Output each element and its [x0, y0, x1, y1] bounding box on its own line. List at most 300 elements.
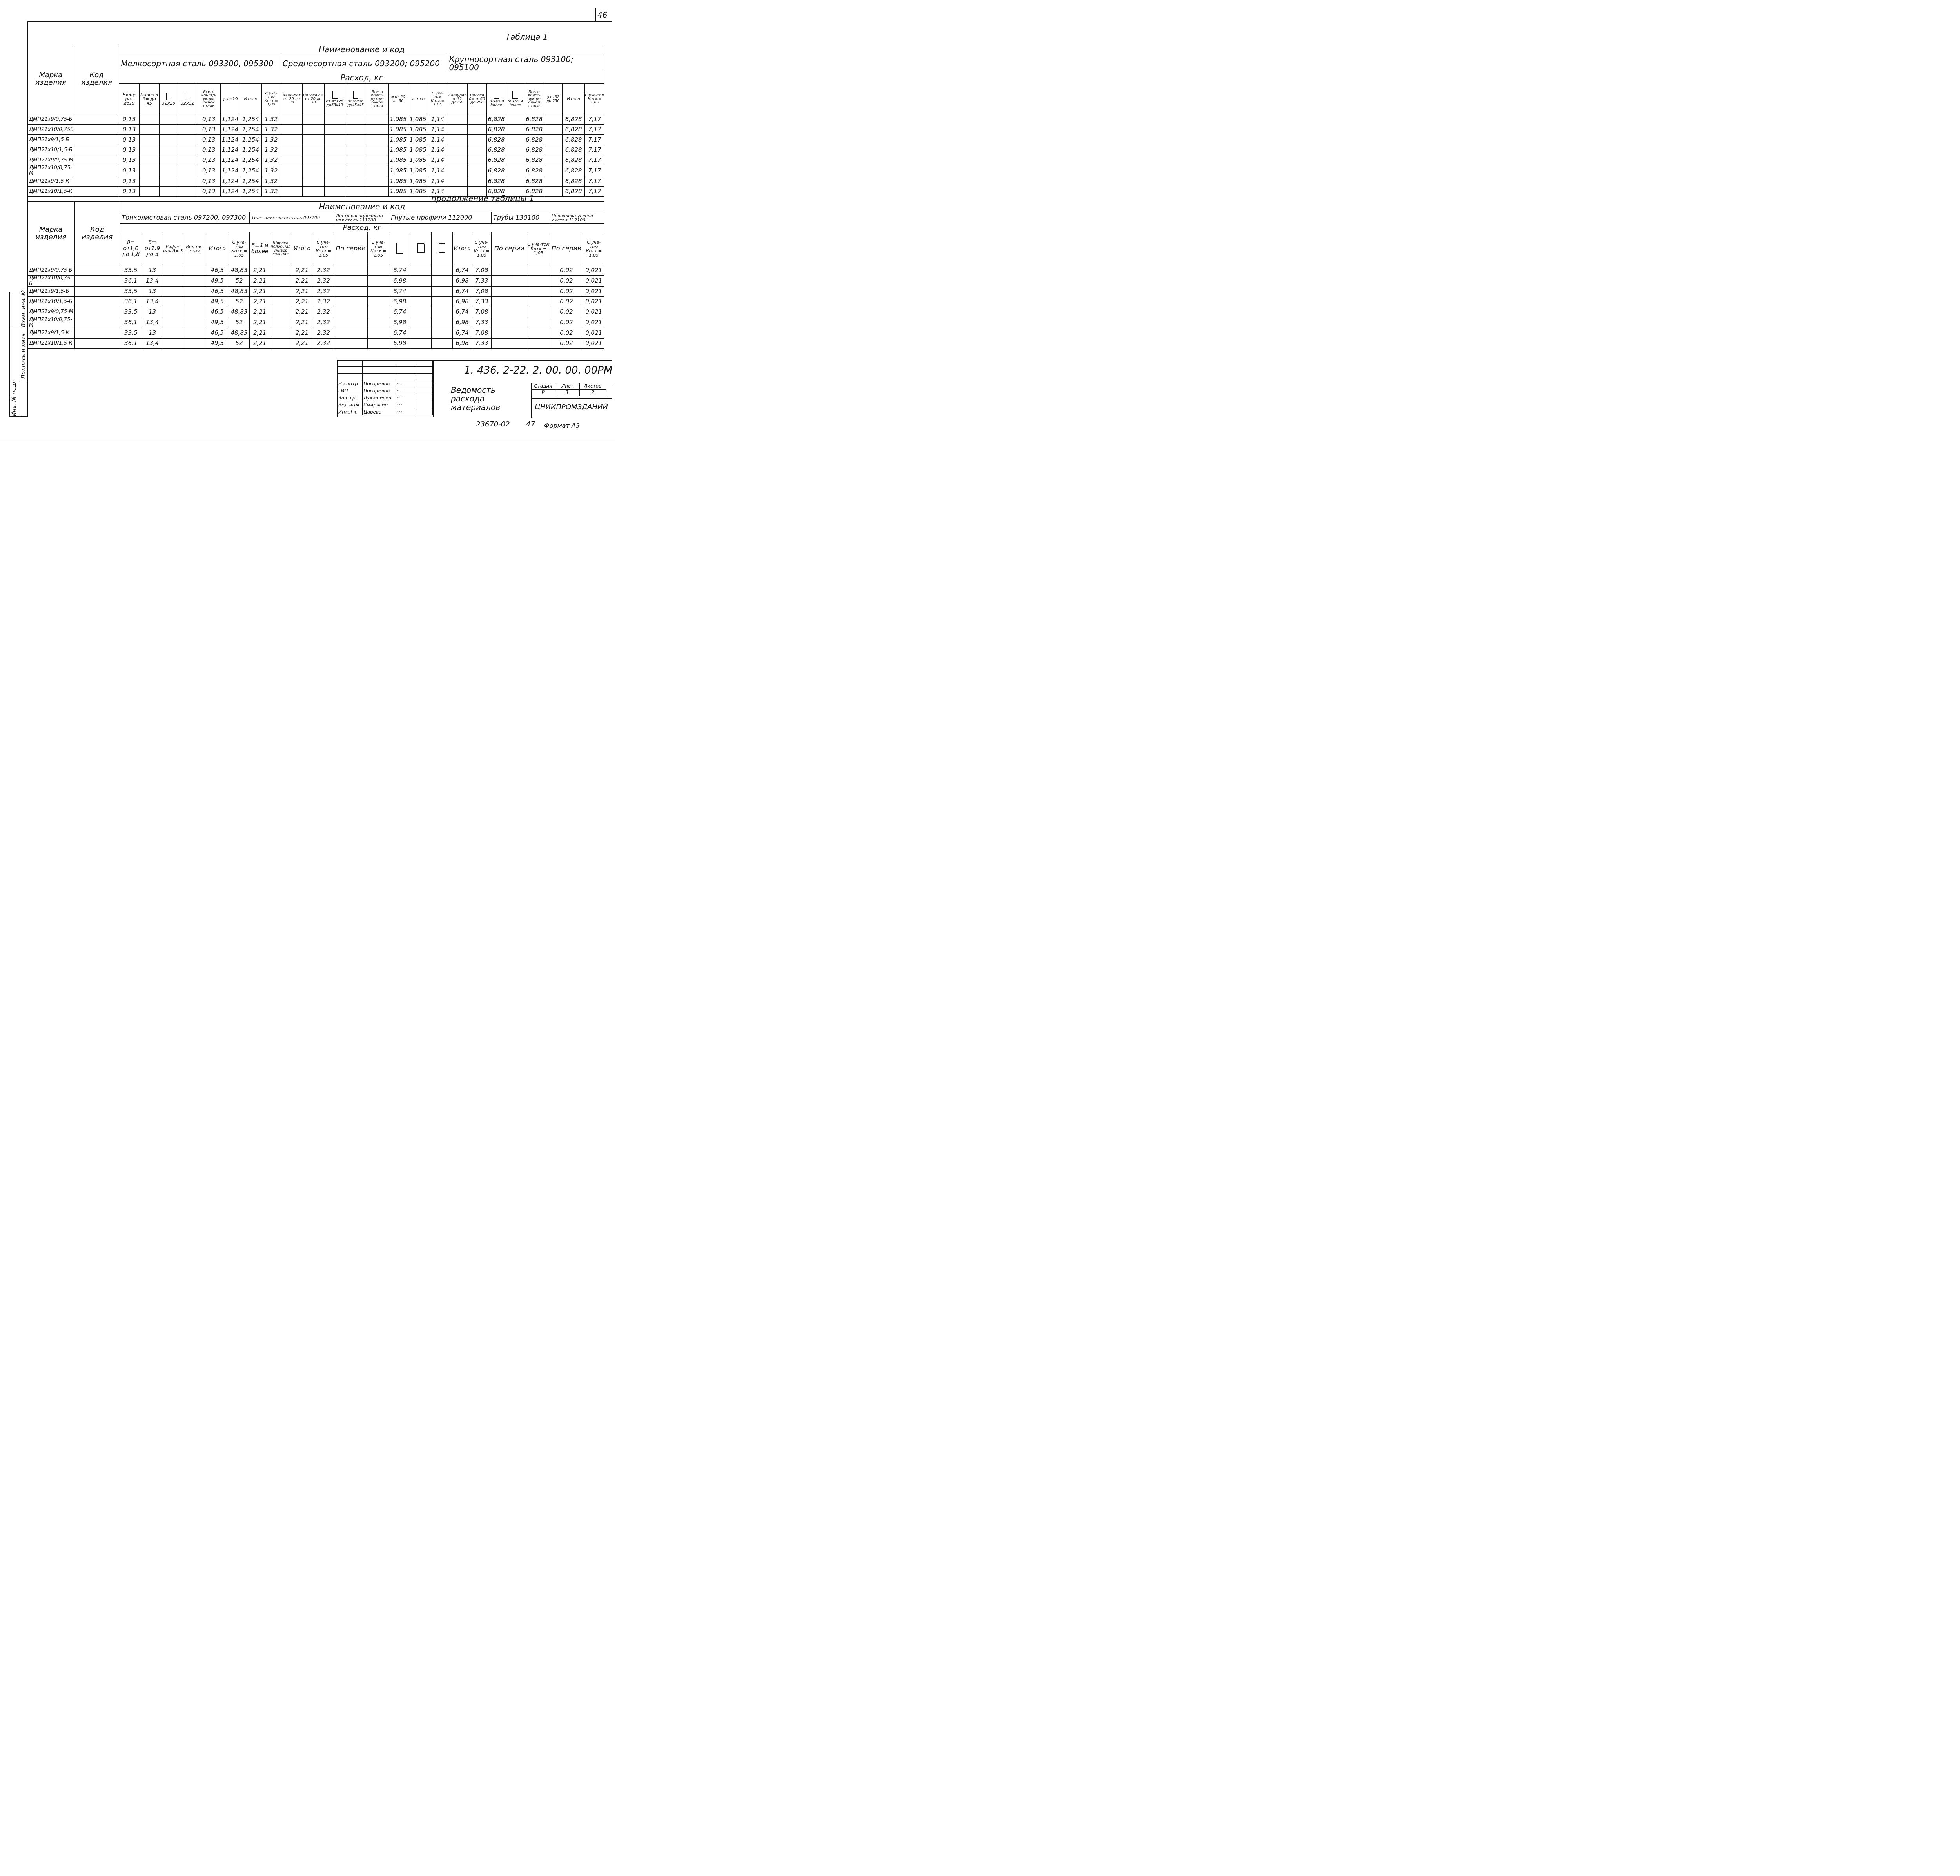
table-cell [431, 276, 452, 287]
row-code [74, 338, 120, 348]
table-cell: 1,14 [428, 155, 447, 165]
row-mark: ДМП21x10/1,5-К [27, 187, 74, 197]
t2-h: С уче-том Котх.= 1,05 [229, 232, 250, 265]
table-cell [139, 176, 159, 187]
table2-subgroup-6: Проволока углеро-дистая 112100 [550, 212, 604, 224]
t2-h: Итого [452, 232, 472, 265]
table-cell [334, 328, 367, 338]
role: Вед.инж. [338, 401, 363, 408]
sheet-number: 46 [597, 10, 608, 20]
table1-subgroup-1: Мелкосортная сталь 093300, 095300 [119, 55, 281, 72]
table-cell [506, 125, 524, 135]
table-cell: 1,14 [428, 135, 447, 145]
table-cell [183, 297, 206, 307]
table-cell: 1,124 [220, 176, 240, 187]
table-cell [178, 135, 197, 145]
row-code [74, 317, 120, 328]
table-cell [270, 297, 291, 307]
table-cell: 13,4 [142, 276, 163, 287]
table2-subgroup-4: Гнутые профили 112000 [389, 212, 492, 224]
table-cell: 0,13 [197, 114, 221, 125]
table-cell [324, 114, 345, 125]
table-cell: 1,254 [240, 145, 261, 155]
side-label-inv: Инв. № подл [11, 380, 17, 416]
table-cell: 1,085 [408, 187, 428, 197]
table-cell: 2,21 [291, 338, 313, 348]
table-cell [160, 114, 178, 125]
table-cell: 46,5 [206, 328, 229, 338]
table-cell: 52 [229, 276, 250, 287]
stage-label: Стадия [531, 383, 555, 390]
table-cell: 0,021 [583, 307, 604, 317]
table-cell [410, 307, 432, 317]
row-code [74, 135, 119, 145]
table-cell: 1,254 [240, 125, 261, 135]
table-cell: 1,32 [261, 187, 281, 197]
table-cell [139, 125, 159, 135]
table-cell [431, 307, 452, 317]
table-cell [431, 297, 452, 307]
t2-h: С уче-том Котх.= 1,05 [367, 232, 389, 265]
table-cell: 13 [142, 307, 163, 317]
table-cell [527, 287, 550, 297]
table-cell: 1,14 [428, 125, 447, 135]
table-cell [303, 176, 324, 187]
table-cell [366, 125, 388, 135]
table-cell: 48,83 [229, 328, 250, 338]
table-row [27, 317, 604, 328]
name: Погорелов [363, 380, 396, 387]
table-cell [367, 287, 389, 297]
table-cell [544, 135, 562, 145]
sheet-number-box [595, 8, 612, 22]
t2-h-profile-l [389, 232, 410, 265]
table-cell [345, 145, 366, 155]
t1-h: Итого [562, 84, 584, 114]
table-cell: 6,98 [389, 317, 410, 328]
table-cell: 1,32 [261, 155, 281, 165]
table-cell: 1,085 [408, 114, 428, 125]
table-cell: 52 [229, 338, 250, 348]
table-cell [183, 287, 206, 297]
table-cell: 1,085 [388, 176, 408, 187]
table-cell: 1,085 [408, 155, 428, 165]
angle-icon [332, 91, 338, 99]
table-cell: 2,21 [250, 297, 270, 307]
t1-h: φ от32 до 250 [544, 84, 562, 114]
table1-subgroup-2: Среднесортная сталь 093200; 095200 [281, 55, 447, 72]
table-cell [324, 135, 345, 145]
table-cell: 1,32 [261, 125, 281, 135]
table-cell [160, 155, 178, 165]
table-cell [492, 276, 527, 287]
table-cell [334, 307, 367, 317]
table-cell [183, 338, 206, 348]
table-cell: 2,21 [250, 307, 270, 317]
t1-h: Всего констр-укции онной стали [197, 84, 221, 114]
t1-h: Всего конст-рукци-онной стали [366, 84, 388, 114]
table-cell: 6,828 [524, 176, 544, 187]
t1-h-angle: от36x36 до45x45 [345, 84, 366, 114]
t1-h-angle: 32x20 [160, 84, 178, 114]
table-cell: 6,828 [562, 125, 584, 135]
t1-h: Всего конст-рукци-онной стали [524, 84, 544, 114]
table-cell: 0,13 [197, 165, 221, 176]
table-cell: 6,828 [487, 114, 506, 125]
table-row [27, 114, 604, 125]
table-cell [163, 276, 183, 287]
table-cell [467, 155, 486, 165]
sheet-value: 1 [555, 390, 580, 396]
table-cell: 1,32 [261, 176, 281, 187]
table2-title: продолжение таблицы 1 [431, 194, 534, 203]
table-cell [324, 165, 345, 176]
table-cell: 6,98 [452, 317, 472, 328]
table1-col-mark: Марка изделия [27, 44, 74, 114]
row-mark: ДМП21x10/1,5-Б [27, 297, 74, 307]
t2-h: δ= от1,0 до 1,8 [120, 232, 142, 265]
table-cell [447, 176, 467, 187]
angle-icon [494, 91, 499, 99]
table-cell [431, 287, 452, 297]
table-cell [160, 187, 178, 197]
table2-group-header: Наименование и код [120, 202, 604, 212]
table-row [27, 276, 604, 287]
table-cell [527, 307, 550, 317]
table-cell: 0,02 [550, 297, 583, 307]
t2-h: Итого [291, 232, 313, 265]
table-cell: 2,32 [313, 307, 334, 317]
table2 [27, 201, 604, 349]
table-cell: 1,085 [388, 114, 408, 125]
row-code [74, 165, 119, 176]
table-cell: 0,02 [550, 328, 583, 338]
table-cell: 7,17 [585, 114, 604, 125]
signature-icon: 〰 [396, 394, 417, 401]
t2-h: δ=4 и более [250, 232, 270, 265]
table-row [27, 265, 604, 276]
table-cell: 2,21 [250, 276, 270, 287]
table-cell [492, 297, 527, 307]
row-code [74, 297, 120, 307]
t1-h-angle: 32x32 [178, 84, 197, 114]
table-cell [410, 328, 432, 338]
table-cell [345, 165, 366, 176]
table-cell [270, 276, 291, 287]
angle-icon [512, 91, 518, 99]
table-cell [270, 287, 291, 297]
name: Смирягин [363, 401, 396, 408]
stage-sheet-table [531, 383, 606, 396]
table-cell [303, 125, 324, 135]
table-cell: 0,021 [583, 338, 604, 348]
table-cell [345, 125, 366, 135]
table-cell: 1,32 [261, 114, 281, 125]
table-cell [334, 297, 367, 307]
table-cell: 49,5 [206, 276, 229, 287]
table-cell [163, 287, 183, 297]
table-cell: 1,124 [220, 165, 240, 176]
row-mark: ДМП21x10/0,75-Б [27, 276, 74, 287]
side-label-replace: Взам. инв. № [20, 289, 27, 327]
table-cell [139, 114, 159, 125]
t1-h: Полоса δ= от 20 до 30 [303, 84, 324, 114]
row-mark: ДМП21x10/0,75-М [27, 317, 74, 328]
table-cell: 0,13 [197, 155, 221, 165]
table-cell: 1,085 [408, 176, 428, 187]
table2-subgroup-3: Листовая оцинкован-ная сталь 111100 [334, 212, 389, 224]
table-cell: 48,83 [229, 265, 250, 276]
table-cell: 46,5 [206, 307, 229, 317]
table-cell: 7,17 [585, 176, 604, 187]
table-cell [334, 287, 367, 297]
table2-subgroup-1: Тонколистовая сталь 097200, 097300 [120, 212, 250, 224]
table-cell [492, 307, 527, 317]
table-cell: 1,124 [220, 125, 240, 135]
t1-h: С уче-том Котх.= 1,05 [428, 84, 447, 114]
table-cell [281, 135, 302, 145]
table-cell [281, 145, 302, 155]
table-cell [139, 135, 159, 145]
table-cell: 7,17 [585, 165, 604, 176]
table-cell [303, 187, 324, 197]
table-row [27, 338, 604, 348]
table-cell: 2,32 [313, 265, 334, 276]
doc-code: 1. 436. 2-22. 2. 00. 00. 00РМ [464, 365, 613, 376]
table-cell [447, 135, 467, 145]
table-cell [178, 187, 197, 197]
table-cell [139, 145, 159, 155]
table-cell: 7,17 [585, 187, 604, 197]
table-cell: 2,32 [313, 338, 334, 348]
table-cell: 1,085 [388, 155, 408, 165]
table-cell: 0,13 [197, 187, 221, 197]
table-cell [324, 187, 345, 197]
table-cell: 2,21 [291, 276, 313, 287]
table-cell: 6,98 [389, 276, 410, 287]
table-cell [527, 317, 550, 328]
table-row [27, 125, 604, 135]
table-cell [366, 165, 388, 176]
archive-number: 23670-02 [476, 420, 510, 428]
table-cell [506, 145, 524, 155]
table-cell [527, 276, 550, 287]
table-cell [492, 287, 527, 297]
table-cell: 13,4 [142, 317, 163, 328]
table-cell: 2,21 [291, 328, 313, 338]
table-cell [447, 155, 467, 165]
name: Лукашевич [363, 394, 396, 401]
table-cell: 7,08 [472, 265, 492, 276]
table-cell: 0,13 [119, 135, 139, 145]
t2-h: По серии [550, 232, 583, 265]
closed-profile-icon [417, 243, 425, 253]
doc-title: Ведомость расхода материалов [451, 385, 501, 412]
t1-h-angle: 50x50 и более [506, 84, 524, 114]
table-cell [163, 317, 183, 328]
signature-grid [337, 360, 433, 415]
table-cell [506, 176, 524, 187]
table-cell [270, 338, 291, 348]
table-cell: 6,98 [389, 338, 410, 348]
stage-value: Р [531, 390, 555, 396]
table-cell [160, 165, 178, 176]
table1 [27, 44, 604, 197]
table-cell [431, 317, 452, 328]
table-cell: 0,021 [583, 276, 604, 287]
table-cell: 49,5 [206, 317, 229, 328]
table-cell: 2,21 [291, 287, 313, 297]
table-cell: 1,254 [240, 176, 261, 187]
table-cell [410, 317, 432, 328]
table-cell [544, 176, 562, 187]
table-cell: 6,828 [487, 155, 506, 165]
table-cell [492, 265, 527, 276]
table-cell [367, 307, 389, 317]
table-cell: 2,32 [313, 328, 334, 338]
table-cell [334, 265, 367, 276]
role: ГИП [338, 387, 363, 394]
table-cell: 0,13 [119, 187, 139, 197]
table-cell [160, 145, 178, 155]
table-cell [467, 125, 486, 135]
table-cell [467, 135, 486, 145]
t1-h: φ до19 [220, 84, 240, 114]
table-cell [178, 114, 197, 125]
table-cell: 0,02 [550, 276, 583, 287]
table-cell [334, 338, 367, 348]
table-cell [163, 338, 183, 348]
signature-icon: 〰 [396, 408, 417, 415]
table-cell [366, 176, 388, 187]
table-cell [410, 338, 432, 348]
table-row [27, 307, 604, 317]
table-cell: 48,83 [229, 307, 250, 317]
table-cell: 7,33 [472, 276, 492, 287]
table-cell: 33,5 [120, 287, 142, 297]
table-cell: 13,4 [142, 338, 163, 348]
table-cell: 0,02 [550, 317, 583, 328]
row-mark: ДМП21x9/1,5-К [27, 328, 74, 338]
table-cell: 6,828 [562, 187, 584, 197]
table-cell [410, 287, 432, 297]
table-cell: 0,13 [119, 125, 139, 135]
table-cell: 2,32 [313, 297, 334, 307]
title-block [337, 360, 612, 417]
table-cell: 6,74 [389, 307, 410, 317]
table-cell [270, 317, 291, 328]
table2-subgroup-2: Толстолистовая сталь 097100 [250, 212, 334, 224]
table-cell [366, 114, 388, 125]
table-cell [367, 297, 389, 307]
table-cell: 7,17 [585, 135, 604, 145]
table-cell: 6,828 [562, 165, 584, 176]
table-cell: 48,83 [229, 287, 250, 297]
table2-subgroup-5: Трубы 130100 [492, 212, 550, 224]
table-cell: 7,33 [472, 317, 492, 328]
table-cell: 0,13 [119, 145, 139, 155]
table-cell: 0,13 [119, 176, 139, 187]
table-cell: 0,13 [197, 176, 221, 187]
table-cell [345, 114, 366, 125]
table-cell: 2,21 [250, 317, 270, 328]
table-row [27, 145, 604, 155]
table-cell [431, 265, 452, 276]
table-cell: 6,74 [452, 265, 472, 276]
table-cell [544, 114, 562, 125]
row-mark: ДМП21x9/0,75-М [27, 307, 74, 317]
table1-subgroup-3: Крупносортная сталь 093100; 095100 [447, 55, 604, 72]
angle-icon [353, 91, 358, 99]
table-cell [183, 317, 206, 328]
table-cell [303, 155, 324, 165]
row-mark: ДМП21x10/1,5-Б [27, 145, 74, 155]
table-cell [431, 338, 452, 348]
table-cell [410, 297, 432, 307]
table-cell [160, 125, 178, 135]
table-cell [270, 328, 291, 338]
table-cell [324, 145, 345, 155]
table-cell: 1,085 [408, 165, 428, 176]
t2-h: δ= от1,9 до 3 [142, 232, 163, 265]
table-cell [345, 176, 366, 187]
role: Инж.I к. [338, 408, 363, 415]
table-cell: 1,254 [240, 155, 261, 165]
table-cell: 13 [142, 328, 163, 338]
table-cell: 7,08 [472, 287, 492, 297]
table-cell: 6,74 [452, 307, 472, 317]
table-cell: 2,32 [313, 287, 334, 297]
table-cell: 1,085 [388, 165, 408, 176]
table-cell [345, 135, 366, 145]
table-cell [506, 135, 524, 145]
table-cell: 13 [142, 265, 163, 276]
table-cell: 6,828 [562, 155, 584, 165]
table-cell: 1,124 [220, 187, 240, 197]
table-cell: 36,1 [120, 297, 142, 307]
table-cell: 6,98 [452, 276, 472, 287]
table-cell [506, 114, 524, 125]
row-code [74, 125, 119, 135]
t2-h: С уче-том Котх.= 1,05 [583, 232, 604, 265]
table-cell: 2,32 [313, 317, 334, 328]
row-code [74, 287, 120, 297]
sheets-value: 2 [580, 390, 606, 396]
table-cell: 6,98 [452, 297, 472, 307]
row-code [74, 328, 120, 338]
table-cell [367, 276, 389, 287]
table-cell: 1,254 [240, 114, 261, 125]
table-cell [178, 125, 197, 135]
table-cell: 0,13 [119, 155, 139, 165]
l-profile-icon [396, 243, 403, 254]
table-cell: 2,21 [291, 265, 313, 276]
table-row [27, 287, 604, 297]
table-cell: 1,085 [388, 125, 408, 135]
table-cell [506, 155, 524, 165]
row-code [74, 176, 119, 187]
table-cell: 1,14 [428, 176, 447, 187]
table-cell [467, 176, 486, 187]
t1-h: Поло-са δ= до 45 [139, 84, 159, 114]
table-cell: 7,08 [472, 307, 492, 317]
table-cell [160, 135, 178, 145]
table2-consumption: Расход, кг [120, 224, 604, 232]
table-cell: 0,02 [550, 307, 583, 317]
table-cell: 6,828 [524, 155, 544, 165]
row-mark: ДМП21x10/0,75-М [27, 165, 74, 176]
angle-icon [166, 93, 171, 100]
